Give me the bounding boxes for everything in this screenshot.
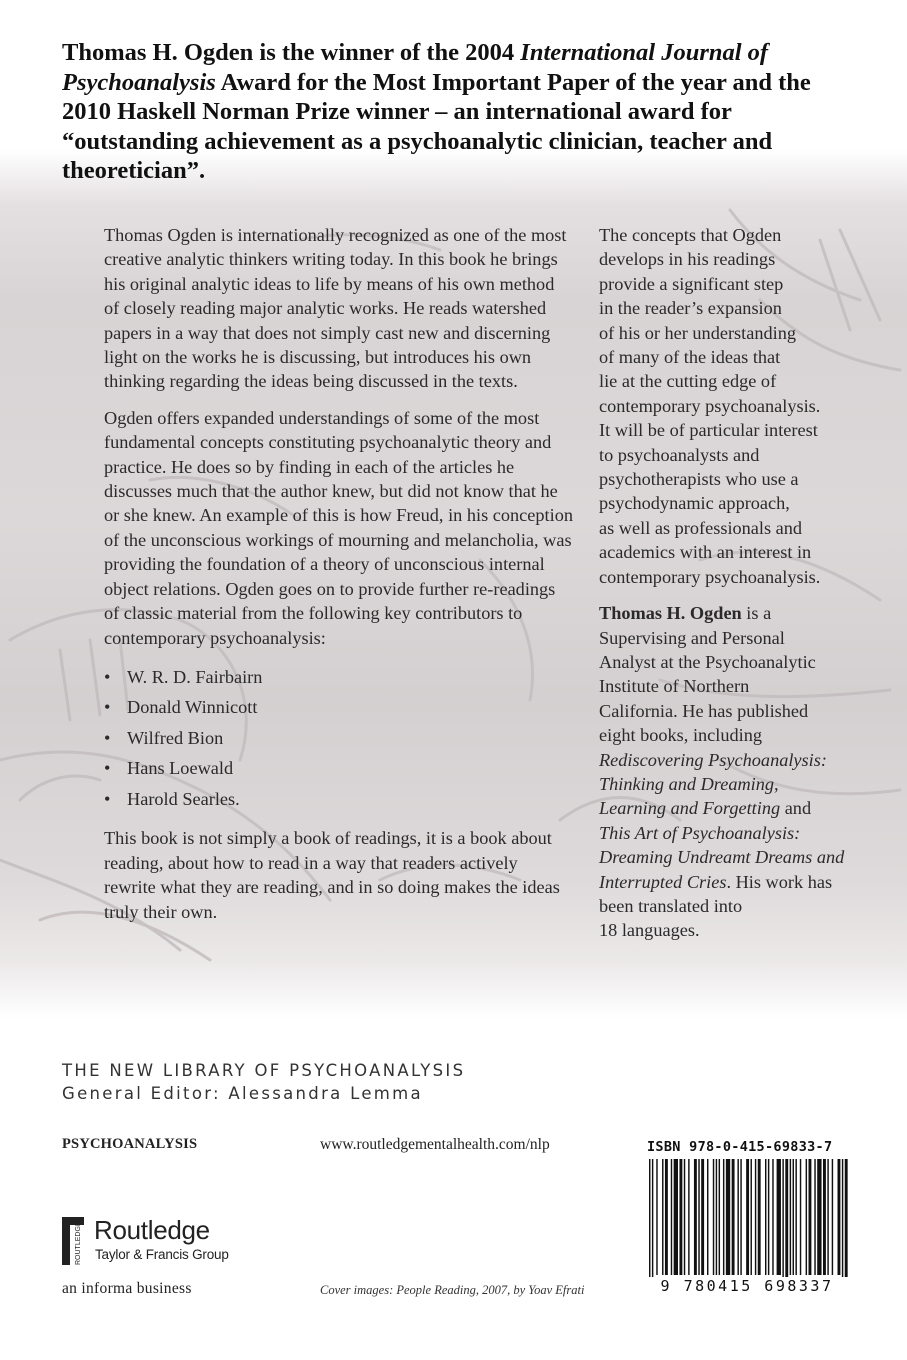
text-fragment: . His work has [726, 871, 833, 892]
bullet-icon: • [104, 697, 111, 718]
text-line: of his or her understanding [599, 322, 796, 343]
subject-category: PSYCHOANALYSIS [62, 1136, 198, 1152]
bullet-icon: • [104, 788, 111, 809]
barcode-bar [827, 1159, 828, 1275]
barcode-bar [795, 1159, 796, 1275]
publisher-name: Routledge [94, 1215, 210, 1245]
series-name: THE NEW LIBRARY OF PSYCHOANALYSIS [62, 1061, 466, 1080]
text-line: California. He has published [599, 700, 809, 721]
text-line: in the reader’s expansion [599, 298, 782, 319]
barcode-bar [740, 1159, 741, 1275]
description-right-column [599, 223, 864, 955]
barcode-bar [845, 1159, 848, 1287]
barcode-bar [842, 1159, 843, 1287]
barcode-bar [726, 1159, 730, 1275]
award-headline [62, 38, 862, 186]
book-title-line: Interrupted Cries [599, 871, 727, 892]
journal-title: International Journal of Psychoanalysis [62, 39, 769, 96]
list-item [104, 784, 574, 815]
series-editor: General Editor: Alessandra Lemma [62, 1084, 423, 1103]
bullet-icon: • [104, 758, 111, 779]
bullet-icon: • [104, 727, 111, 748]
barcode-bar [806, 1159, 807, 1275]
list-item [104, 723, 574, 754]
text-line: The concepts that Ogden [599, 225, 782, 245]
barcode-bar [793, 1159, 794, 1275]
barcode-bar [662, 1159, 663, 1275]
text-line: of many of the ideas that [599, 347, 781, 368]
text-line: contemporary psychoanalysis. [599, 395, 821, 416]
barcode-bar [674, 1159, 678, 1275]
barcode-bar [716, 1159, 717, 1275]
barcode-bar [713, 1159, 714, 1275]
text-line: It will be of particular interest [599, 420, 818, 441]
intro-paragraph: Thomas Ogden is internationally recognized as one of the most creative analytic thinkers writing today. In this book he brings his original analytic ideas to life by means of his own method of closely reading major analytic works. He reads watershed papers in a way that does not simply cast new and discerning light on the works he is discussing, but introduces his own thinking regarding the ideas being discussed in the texts. [104, 225, 567, 392]
text-line: Institute of Northern [599, 676, 750, 697]
publisher-logo [60, 1213, 260, 1269]
barcode-bar [694, 1159, 697, 1275]
barcode-bar [698, 1159, 699, 1275]
barcode-bar [746, 1159, 749, 1275]
barcode-bar [732, 1159, 735, 1275]
barcode-bar [737, 1159, 738, 1275]
text-line: contemporary psychoanalysis. [599, 566, 821, 587]
barcode-bar [679, 1159, 682, 1275]
bullet-icon: • [104, 666, 111, 687]
text-line: 18 languages. [599, 920, 700, 941]
barcode-bar [800, 1159, 801, 1275]
book-title-line: Thinking and Dreaming, [599, 773, 779, 794]
barcode-bar [665, 1159, 668, 1275]
barcode-bar [751, 1159, 752, 1275]
headline-part-1: Thomas H. Ogden is the winner of the 2004 [62, 39, 521, 66]
barcode-bar [777, 1159, 781, 1275]
text-line: develops in his readings [599, 249, 776, 270]
barcode-bar [723, 1159, 724, 1275]
informa-business: an informa business [62, 1280, 192, 1297]
text-line: psychodynamic approach, [599, 493, 790, 514]
cover-image-credit: Cover images: People Reading, 2007, by Yoav Efrati [320, 1283, 585, 1297]
reading-paragraph: This book is not simply a book of readings, it is a book about reading, about how to read in a way that readers actively rewrite what they are reading, and in so doing makes the ideas truly their own. [104, 828, 560, 922]
text-line: as well as professionals and [599, 517, 803, 538]
contributors-list [104, 662, 574, 815]
book-title-line: Dreaming Undreamt Dreams and [599, 847, 845, 868]
book-title-line: Learning and Forgetting [599, 798, 781, 819]
barcode-bar [838, 1159, 841, 1275]
barcode-bar [772, 1159, 773, 1275]
book-title-line: Rediscovering Psychoanalysis: [599, 749, 827, 770]
contributor-name: W. R. D. Fairbairn [127, 666, 263, 687]
text-line: psychotherapists who use a [599, 469, 799, 490]
barcode-bar [809, 1159, 812, 1275]
barcode-bar [652, 1159, 653, 1287]
list-item [104, 692, 574, 723]
barcode-bar [823, 1159, 826, 1275]
barcode-bar [768, 1159, 769, 1275]
barcode-icon [643, 1159, 851, 1295]
text-line: is a [741, 603, 772, 624]
routledge-logo-icon [60, 1213, 90, 1269]
contributor-name: Donald Winnicott [127, 697, 258, 718]
barcode-bar [719, 1159, 720, 1275]
barcode-bar [671, 1159, 672, 1275]
text-line: lie at the cutting edge of [599, 371, 777, 392]
contributor-name: Harold Searles. [127, 788, 240, 809]
text-line: been translated into [599, 895, 743, 916]
barcode-bar [832, 1159, 833, 1275]
barcode-bar [701, 1159, 704, 1275]
book-title-line: This Art of Psychoanalysis: [599, 822, 801, 843]
concepts-paragraph: Ogden offers expanded understandings of some of the most fundamental concepts constituting psychoanalytic theory and practice. He does so by finding in each of the articles he discusses much that the author knew, but did not know that he or she knew. An example of this is how Freud, in his conception of the unconscious workings of mourning and melancholia, was providing the foundation of a theory of unconscious internal object relations. Ogden goes on to provide further re-readings of classic material from the following key contributors to contemporary psychoanalysis: [104, 407, 573, 648]
text-line: Supervising and Personal [599, 627, 785, 648]
author-name: Thomas H. Ogden [599, 603, 742, 624]
text-fragment: and [780, 798, 812, 819]
barcode-digits: 9 780415 698337 [643, 1277, 851, 1295]
barcode-bar [785, 1159, 788, 1287]
description-left-column [104, 223, 574, 936]
barcode-bar [782, 1159, 783, 1287]
text-line: academics with an interest in [599, 542, 812, 563]
barcode-bar [758, 1159, 761, 1275]
isbn-label: ISBN 978-0-415-69833-7 [647, 1139, 833, 1155]
author-bio-paragraph [599, 601, 864, 943]
barcode-bar [688, 1159, 689, 1275]
contributor-name: Hans Loewald [127, 758, 234, 779]
barcode-bar [817, 1159, 821, 1275]
barcode-bar [790, 1159, 791, 1275]
publisher-tagline: Taylor & Francis Group [95, 1247, 229, 1262]
barcode-bar [814, 1159, 815, 1275]
logo-vertical-text: ROUTLEDGE [75, 1221, 82, 1265]
concepts-summary-paragraph [599, 223, 864, 589]
barcode-bar [707, 1159, 708, 1275]
text-line: Analyst at the Psychoanalytic [599, 651, 816, 672]
text-line: to psychoanalysts and [599, 444, 760, 465]
text-line: provide a significant step [599, 273, 784, 294]
list-item [104, 753, 574, 784]
barcode-bar [755, 1159, 756, 1275]
text-line: eight books, including [599, 725, 762, 746]
barcode-bar [684, 1159, 685, 1275]
website-link[interactable]: www.routledgementalhealth.com/nlp [320, 1136, 550, 1153]
contributor-name: Wilfred Bion [127, 727, 224, 748]
headline-part-2: Award for the Most Important Paper of the year and the 2010 Haskell Norman Prize winner – an international award for “outstanding achievement as a psychoanalytic clinician, teacher and theoretician”. [62, 68, 811, 184]
list-item [104, 662, 574, 693]
barcode-bar [765, 1159, 766, 1275]
barcode-bar [656, 1159, 657, 1275]
series-block [62, 1059, 465, 1105]
barcode-bar [649, 1159, 650, 1287]
